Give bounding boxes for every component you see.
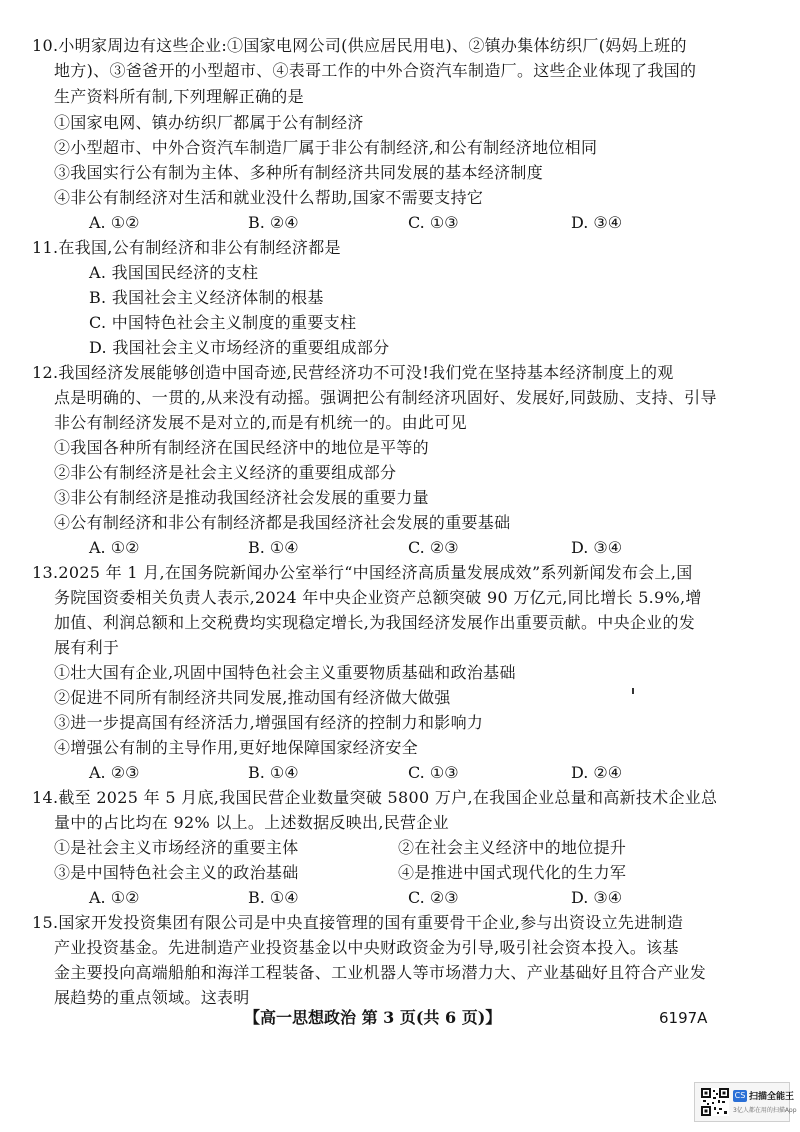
- question-11-option-a: A. 我国国民经济的支柱: [89, 263, 259, 282]
- question-15-line-1: 15.国家开发投资集团有限公司是中央直接管理的国有重要骨干企业,参与出资设立先进制造: [32, 913, 684, 932]
- question-14-option-b: B. ①④: [248, 888, 299, 907]
- question-10-statement-3: ③我国实行公有制为主体、多种所有制经济共同发展的基本经济制度: [54, 163, 544, 182]
- question-14-option-a: A. ①②: [89, 888, 140, 907]
- question-13-statement-2: ②促进不同所有制经济共同发展,推动国有经济做大做强: [54, 688, 451, 707]
- question-13-line-1: 13.2025 年 1 月,在国务院新闻办公室举行“中国经济高质量发展成效”系列新闻发布会上,国: [32, 563, 693, 582]
- question-10-option-d: D. ③④: [571, 213, 623, 232]
- question-12-option-d: D. ③④: [571, 538, 623, 557]
- question-14-statement-4: ④是推进中国式现代化的生力军: [398, 863, 627, 882]
- question-11-stem: 11.在我国,公有制经济和非公有制经济都是: [32, 238, 341, 257]
- camscanner-logo: CS: [734, 1091, 746, 1100]
- question-12-option-a: A. ①②: [89, 538, 140, 557]
- question-10-line-1: 10.小明家周边有这些企业:①国家电网公司(供应居民用电)、②镇办集体纺织厂(妈妈上班的: [32, 36, 687, 55]
- question-12-statement-2: ②非公有制经济是社会主义经济的重要组成部分: [54, 463, 397, 482]
- paper-code: 6197A: [659, 1009, 708, 1027]
- question-14-option-c: C. ②③: [408, 888, 459, 907]
- question-13-statement-1: ①壮大国有企业,巩固中国特色社会主义重要物质基础和政治基础: [54, 663, 516, 682]
- question-13-option-c: C. ①③: [408, 763, 459, 782]
- question-13-statement-3: ③进一步提高国有经济活力,增强国有经济的控制力和影响力: [54, 713, 484, 732]
- question-10-line-3: 生产资料所有制,下列理解正确的是: [54, 87, 304, 106]
- scan-speck: [632, 688, 634, 694]
- question-13-option-d: D. ②④: [571, 763, 623, 782]
- camscanner-title: 扫描全能王: [749, 1092, 795, 1102]
- question-15-line-2: 产业投资基金。先进制造产业投资基金以中央财政资金为引导,吸引社会资本投入。该基: [54, 938, 679, 957]
- question-10-option-b: B. ②④: [248, 213, 299, 232]
- question-12-line-2: 点是明确的、一贯的,从来没有动摇。强调把公有制经济巩固好、发展好,同鼓励、支持、引导: [54, 388, 717, 407]
- question-12-statement-1: ①我国各种所有制经济在国民经济中的地位是平等的: [54, 438, 429, 457]
- question-12-line-3: 非公有制经济发展不是对立的,而是有机统一的。由此可见: [54, 413, 467, 432]
- question-10-option-c: C. ①③: [408, 213, 459, 232]
- qr-code-icon: [701, 1088, 729, 1116]
- question-12-statement-3: ③非公有制经济是推动我国经济社会发展的重要力量: [54, 488, 429, 507]
- question-14-statement-1: ①是社会主义市场经济的重要主体: [54, 838, 299, 857]
- question-12-option-c: C. ②③: [408, 538, 459, 557]
- question-10-line-2: 地方)、③爸爸开的小型超市、④表哥工作的中外合资汽车制造厂。这些企业体现了我国的: [54, 61, 697, 80]
- question-12-option-b: B. ①④: [248, 538, 299, 557]
- question-10-statement-1: ①国家电网、镇办纺织厂都属于公有制经济: [54, 113, 364, 132]
- question-15-line-4: 展趋势的重点领域。这表明: [54, 988, 250, 1007]
- page-footer-label: 【高一思想政治 第 3 页(共 6 页)】: [244, 1008, 502, 1027]
- question-10-statement-2: ②小型超市、中外合资汽车制造厂属于非公有制经济,和公有制经济地位相同: [54, 138, 598, 157]
- question-13-option-a: A. ②③: [89, 763, 140, 782]
- camscanner-subtitle: 3亿人都在用的扫描App: [733, 1107, 797, 1114]
- question-14-line-2: 量中的占比均在 92% 以上。上述数据反映出,民营企业: [54, 813, 449, 832]
- question-15-line-3: 金主要投向高端船舶和海洋工程装备、工业机器人等市场潜力大、产业基础好且符合产业发: [54, 963, 707, 982]
- question-13-line-3: 加值、利润总额和上交税费均实现稳定增长,为我国经济发展作出重要贡献。中央企业的发: [54, 613, 696, 632]
- question-13-option-b: B. ①④: [248, 763, 299, 782]
- question-10-statement-4: ④非公有制经济对生活和就业没什么帮助,国家不需要支持它: [54, 188, 484, 207]
- question-11-option-c: C. 中国特色社会主义制度的重要支柱: [89, 313, 357, 332]
- question-11-option-b: B. 我国社会主义经济体制的根基: [89, 288, 324, 307]
- question-13-statement-4: ④增强公有制的主导作用,更好地保障国家经济安全: [54, 738, 418, 757]
- question-14-statement-2: ②在社会主义经济中的地位提升: [398, 838, 627, 857]
- question-14-option-d: D. ③④: [571, 888, 623, 907]
- question-13-line-2: 务院国资委相关负责人表示,2024 年中央企业资产总额突破 90 万亿元,同比增长 5.9%,增: [54, 588, 702, 607]
- question-14-statement-3: ③是中国特色社会主义的政治基础: [54, 863, 299, 882]
- question-11-option-d: D. 我国社会主义市场经济的重要组成部分: [89, 338, 390, 357]
- scanner-watermark: [694, 1082, 797, 1122]
- question-12-statement-4: ④公有制经济和非公有制经济都是我国经济社会发展的重要基础: [54, 513, 511, 532]
- question-12-line-1: 12.我国经济发展能够创造中国奇迹,民营经济功不可没!我们党在坚持基本经济制度上的观: [32, 363, 674, 382]
- question-10-option-a: A. ①②: [89, 213, 140, 232]
- question-13-line-4: 展有利于: [54, 638, 120, 657]
- question-14-line-1: 14.截至 2025 年 5 月底,我国民营企业数量突破 5800 万户,在我国企业总量和高新技术企业总: [32, 788, 718, 807]
